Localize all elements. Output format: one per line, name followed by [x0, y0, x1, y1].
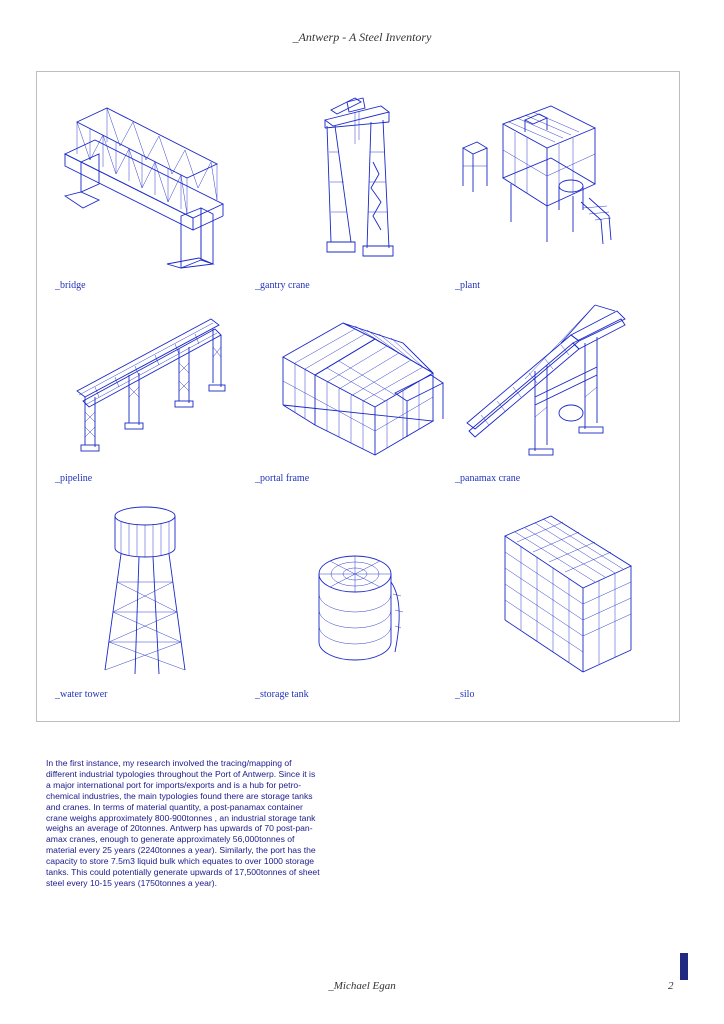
- caption-pipeline: _pipeline: [55, 473, 93, 484]
- caption-panamax-crane: _panamax crane: [455, 473, 521, 484]
- body-line: chemical industries, the main typologies found there are storage tanks: [46, 790, 313, 801]
- caption-gantry-crane: _gantry crane: [255, 280, 310, 291]
- silo-drawing-icon: [455, 502, 635, 682]
- caption-portal-frame: _portal frame: [255, 473, 310, 484]
- cell-panamax-crane: [455, 297, 655, 487]
- bridge-drawing-icon: [55, 92, 235, 272]
- storage-tank-drawing-icon: [255, 502, 435, 682]
- panamax-crane-drawing-icon: [455, 297, 645, 467]
- page-number: 2: [668, 980, 674, 992]
- caption-silo: _silo: [455, 689, 475, 700]
- body-line: tanks. This could potentially generate upwards of 17,500tonnes of sheet: [46, 867, 320, 878]
- footer-author: _Michael Egan: [328, 980, 396, 992]
- caption-storage-tank: _storage tank: [255, 689, 309, 700]
- body-line: crane weighs approximately 800-900tonnes , an industrial storage tank: [46, 812, 316, 823]
- caption-plant: _plant: [455, 280, 480, 291]
- cell-plant: [455, 92, 655, 292]
- body-line: steel every 10-15 years (1750tonnes a year).: [46, 877, 218, 888]
- body-line: In the first instance, my research involved the tracing/mapping of: [46, 758, 292, 768]
- body-line: capacity to store 7.5m3 liquid bulk which equates to over 1000 storage: [46, 856, 314, 867]
- body-line: a major international port for imports/exports and is a hub for petro-: [46, 779, 302, 790]
- portal-frame-drawing-icon: [255, 297, 445, 467]
- plant-drawing-icon: [455, 92, 635, 272]
- drawing-plate: [36, 71, 680, 722]
- header-title: _Antwerp - A Steel Inventory: [292, 30, 432, 44]
- body-line: weighs an average of 20tonnes. Antwerp has upwards of 70 post-pan-: [46, 823, 313, 834]
- page-marker: [680, 953, 688, 980]
- cell-pipeline: [55, 297, 255, 487]
- cell-portal-frame: [255, 297, 455, 487]
- body-line: material every 25 years (2240tonnes a year). Similarly, the port has the: [46, 845, 316, 856]
- caption-water-tower: _water tower: [55, 689, 108, 700]
- body-line: amax cranes, enough to generate approximately 56,000tonnes of: [46, 834, 295, 845]
- pipeline-drawing-icon: [55, 297, 235, 467]
- body-line: different industrial typologies throughout the Port of Antwerp. Since it is: [46, 768, 316, 779]
- body-paragraph: [46, 758, 366, 889]
- caption-bridge: _bridge: [55, 280, 86, 291]
- cell-gantry-crane: [255, 92, 455, 292]
- water-tower-drawing-icon: [55, 502, 235, 682]
- cell-storage-tank: [255, 502, 455, 702]
- gantry-crane-drawing-icon: [255, 92, 435, 272]
- body-line: and cranes. In terms of material quantity, a post-panamax container: [46, 801, 303, 812]
- cell-bridge: [55, 92, 255, 292]
- cell-water-tower: [55, 502, 255, 702]
- cell-silo: [455, 502, 655, 702]
